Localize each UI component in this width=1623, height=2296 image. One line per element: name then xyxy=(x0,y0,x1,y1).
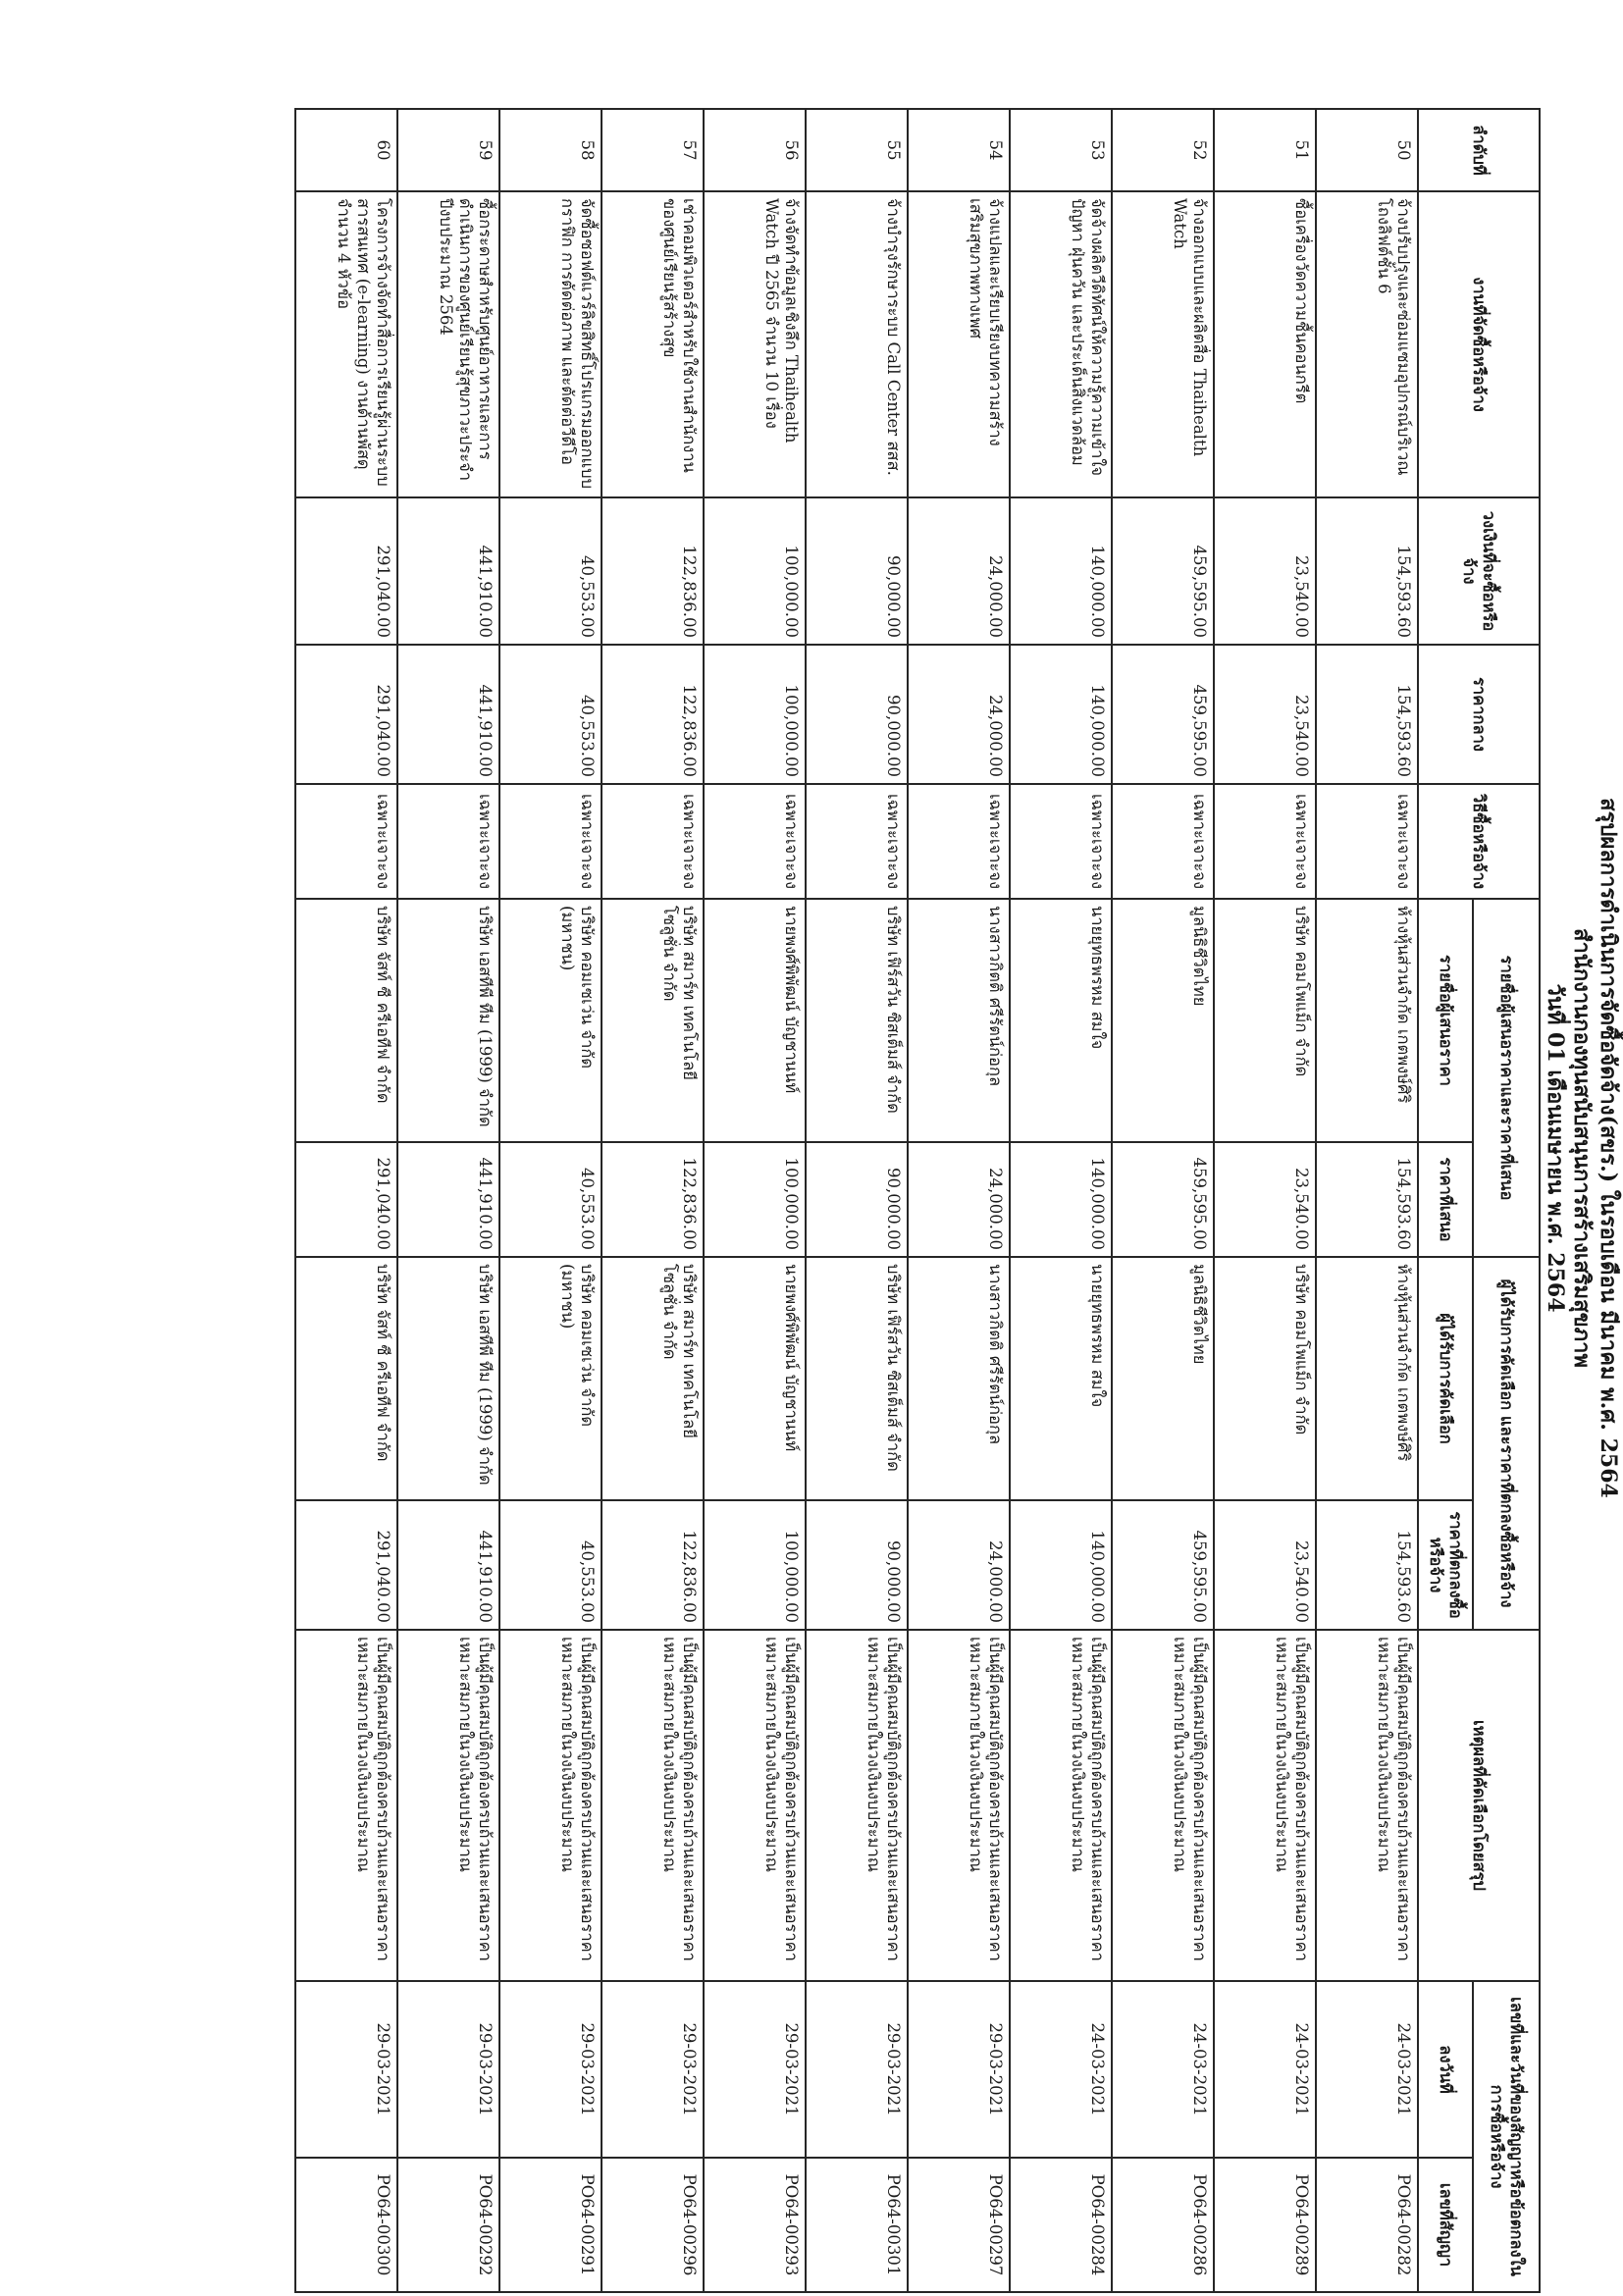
row-method: เฉพาะเจาะจง xyxy=(1214,784,1316,899)
col-method-header: วิธีซื้อหรือจ้าง xyxy=(1418,784,1540,899)
row-offer-name: นายพงศ์พิพัฒน์ บัญชานนท์ xyxy=(704,899,806,1142)
row-contract-no: PO64-00297 xyxy=(908,2158,1010,2292)
row-contract-no: PO64-00293 xyxy=(704,2158,806,2292)
report-header xyxy=(1542,0,1621,2296)
row-budget: 23,540.00 xyxy=(1214,497,1316,645)
table-row xyxy=(1112,109,1214,2292)
row-selected-name: ห้างหุ้นส่วนจำกัด เกตพงษ์ศิริ xyxy=(1316,1257,1418,1500)
row-agreed-price: 90,000.00 xyxy=(806,1500,908,1630)
row-contract-no: PO64-00296 xyxy=(602,2158,704,2292)
row-agreed-price: 100,000.00 xyxy=(704,1500,806,1630)
row-contract-date: 24-03-2021 xyxy=(1214,1981,1316,2158)
row-work: โครงการจ้างจัดทำสื่อการเรียนรู้ผ่านระบบสารสนเทศ (e-learning) งานด้านพัสดุ จำนวน 4 หัวข้อ xyxy=(295,191,397,497)
row-offer-name: บริษัท เอสทีพี ทีม (1999) จำกัด xyxy=(397,899,499,1142)
row-budget: 140,000.00 xyxy=(1010,497,1112,645)
row-budget: 122,836.00 xyxy=(602,497,704,645)
row-selected-name: บริษัท จัสท์ ซี ครีเอทีฟ จำกัด xyxy=(295,1257,397,1500)
procurement-table xyxy=(294,108,1541,2293)
row-no: 57 xyxy=(602,109,704,191)
row-reason: เป็นผู้มีคุณสมบัติถูกต้องครบถ้วนและเสนอราคาเหมาะสมภายในวงเงินงบประมาณ xyxy=(806,1630,908,1981)
row-agreed-price: 24,000.00 xyxy=(908,1500,1010,1630)
row-contract-no: PO64-00292 xyxy=(397,2158,499,2292)
row-budget: 291,040.00 xyxy=(295,497,397,645)
row-selected-name: บริษัท คอมเซเว่น จำกัด (มหาชน) xyxy=(499,1257,602,1500)
row-offer-price: 291,040.00 xyxy=(295,1142,397,1257)
row-no: 55 xyxy=(806,109,908,191)
row-method: เฉพาะเจาะจง xyxy=(1316,784,1418,899)
row-offer-name: ห้างหุ้นส่วนจำกัด เกตพงษ์ศิริ xyxy=(1316,899,1418,1142)
row-no: 58 xyxy=(499,109,602,191)
row-budget: 40,553.00 xyxy=(499,497,602,645)
table-row xyxy=(602,109,704,2292)
row-selected-name: นายยุทธพรหม สมใจ xyxy=(1010,1257,1112,1500)
row-reason: เป็นผู้มีคุณสมบัติถูกต้องครบถ้วนและเสนอราคาเหมาะสมภายในวงเงินงบประมาณ xyxy=(908,1630,1010,1981)
row-selected-name: นางสาวกิตติ ศรีรัตน์ก่อกุล xyxy=(908,1257,1010,1500)
col-reason-header: เหตุผลที่คัดเลือกโดยสรุป xyxy=(1418,1630,1540,1981)
row-offer-name: บริษัท คอมโพแม็ก จำกัด xyxy=(1214,899,1316,1142)
col-median-header: ราคากลาง xyxy=(1418,645,1540,784)
col-budget-header: วงเงินที่จะซื้อหรือจ้าง xyxy=(1418,497,1540,645)
row-method: เฉพาะเจาะจง xyxy=(295,784,397,899)
row-reason: เป็นผู้มีคุณสมบัติถูกต้องครบถ้วนและเสนอราคาเหมาะสมภายในวงเงินงบประมาณ xyxy=(1316,1630,1418,1981)
row-offer-name: บริษัท สมาร์ท เทคโนโลยี โซลูชั่น จำกัด xyxy=(602,899,704,1142)
row-offer-name: บริษัท เฟิร์สวัน ซิสเต็มส์ จำกัด xyxy=(806,899,908,1142)
row-offer-price: 100,000.00 xyxy=(704,1142,806,1257)
col-contract-group-header: เลขที่และวันที่ของสัญญาหรือข้อตกลงในการซื้อหรือจ้าง xyxy=(1473,1981,1540,2292)
row-selected-name: บริษัท เฟิร์สวัน ซิสเต็มส์ จำกัด xyxy=(806,1257,908,1500)
row-method: เฉพาะเจาะจง xyxy=(397,784,499,899)
row-no: 50 xyxy=(1316,109,1418,191)
row-offer-name: มูลนิธิชีวิตไทย xyxy=(1112,899,1214,1142)
row-contract-date: 29-03-2021 xyxy=(602,1981,704,2158)
row-budget: 100,000.00 xyxy=(704,497,806,645)
table-row xyxy=(1214,109,1316,2292)
row-offer-name: นายยุทธพรหม สมใจ xyxy=(1010,899,1112,1142)
row-budget: 459,595.00 xyxy=(1112,497,1214,645)
row-budget: 441,910.00 xyxy=(397,497,499,645)
row-method: เฉพาะเจาะจง xyxy=(908,784,1010,899)
row-selected-name: บริษัท คอมโพแม็ก จำกัด xyxy=(1214,1257,1316,1500)
row-median: 154,593.60 xyxy=(1316,645,1418,784)
row-work: ซื้อกระดาษสำหรับศูนย์อาหารและการดำเนินการของศูนย์เรียนรู้สุขภาวะประจำปีงบประมาณ 2564 xyxy=(397,191,499,497)
row-contract-date: 29-03-2021 xyxy=(704,1981,806,2158)
row-no: 53 xyxy=(1010,109,1112,191)
row-median: 459,595.00 xyxy=(1112,645,1214,784)
row-work: จัดซื้อซอฟต์แวร์ลิขสิทธิ์โปรแกรมออกแบบกราฟิก การตัดต่อภาพ และตัดต่อวีดีโอ xyxy=(499,191,602,497)
row-no: 60 xyxy=(295,109,397,191)
row-agreed-price: 154,593.60 xyxy=(1316,1500,1418,1630)
table-row xyxy=(499,109,602,2292)
row-median: 23,540.00 xyxy=(1214,645,1316,784)
table-row xyxy=(1316,109,1418,2292)
row-contract-no: PO64-00300 xyxy=(295,2158,397,2292)
row-contract-date: 29-03-2021 xyxy=(295,1981,397,2158)
row-offer-price: 459,595.00 xyxy=(1112,1142,1214,1257)
row-contract-no: PO64-00289 xyxy=(1214,2158,1316,2292)
report-agency: สำนักงานกองทุนสนับสนุนการสร้างเสริมสุขภาพ xyxy=(1569,928,1595,1368)
col-offers-group-header: รายชื่อผู้เสนอราคาและราคาที่เสนอ xyxy=(1473,899,1540,1257)
row-reason: เป็นผู้มีคุณสมบัติถูกต้องครบถ้วนและเสนอราคาเหมาะสมภายในวงเงินงบประมาณ xyxy=(499,1630,602,1981)
row-offer-price: 154,593.60 xyxy=(1316,1142,1418,1257)
col-selected-name-header: ผู้ได้รับการคัดเลือก xyxy=(1418,1257,1473,1500)
row-no: 59 xyxy=(397,109,499,191)
row-no: 54 xyxy=(908,109,1010,191)
row-no: 56 xyxy=(704,109,806,191)
row-work: จ้างปรับปรุงและซ่อมแซมอุปกรณ์บริเวณโถงลิฟต์ชั้น 6 xyxy=(1316,191,1418,497)
table-row xyxy=(806,109,908,2292)
row-no: 51 xyxy=(1214,109,1316,191)
col-selected-group-header: ผู้ได้รับการคัดเลือก และราคาที่ตกลงซื้อหรือจ้าง xyxy=(1473,1257,1540,1630)
row-reason: เป็นผู้มีคุณสมบัติถูกต้องครบถ้วนและเสนอราคาเหมาะสมภายในวงเงินงบประมาณ xyxy=(602,1630,704,1981)
row-work: เช่าคอมพิวเตอร์สำหรับใช้งานสำนักงานของศูนย์เรียนรู้สร้างสุข xyxy=(602,191,704,497)
row-offer-name: นางสาวกิตติ ศรีรัตน์ก่อกุล xyxy=(908,899,1010,1142)
table-body xyxy=(295,109,1418,2292)
row-offer-price: 24,000.00 xyxy=(908,1142,1010,1257)
table-row xyxy=(704,109,806,2292)
row-contract-no: PO64-00291 xyxy=(499,2158,602,2292)
row-offer-price: 90,000.00 xyxy=(806,1142,908,1257)
row-agreed-price: 23,540.00 xyxy=(1214,1500,1316,1630)
row-selected-name: มูลนิธิชีวิตไทย xyxy=(1112,1257,1214,1500)
row-contract-date: 29-03-2021 xyxy=(806,1981,908,2158)
row-offer-price: 122,836.00 xyxy=(602,1142,704,1257)
col-offer-price-header: ราคาที่เสนอ xyxy=(1418,1142,1473,1257)
row-reason: เป็นผู้มีคุณสมบัติถูกต้องครบถ้วนและเสนอราคาเหมาะสมภายในวงเงินงบประมาณ xyxy=(1010,1630,1112,1981)
table-row xyxy=(295,109,397,2292)
row-method: เฉพาะเจาะจง xyxy=(1010,784,1112,899)
table-row xyxy=(908,109,1010,2292)
row-method: เฉพาะเจาะจง xyxy=(806,784,908,899)
row-median: 24,000.00 xyxy=(908,645,1010,784)
row-offer-price: 23,540.00 xyxy=(1214,1142,1316,1257)
col-contract-no-header: เลขที่สัญญา xyxy=(1418,2158,1473,2292)
row-work: จ้างจัดทำข้อมูลเชิงลึก Thaihealth Watch ปี 2565 จำนวน 10 เรื่อง xyxy=(704,191,806,497)
row-offer-price: 140,000.00 xyxy=(1010,1142,1112,1257)
row-contract-date: 29-03-2021 xyxy=(397,1981,499,2158)
report-title: สรุปผลการดำเนินการจัดซื้อจัดจ้าง(สขร.) ในรอบเดือน มีนาคม พ.ศ. 2564 xyxy=(1596,798,1621,1498)
row-contract-no: PO64-00284 xyxy=(1010,2158,1112,2292)
row-contract-no: PO64-00282 xyxy=(1316,2158,1418,2292)
row-reason: เป็นผู้มีคุณสมบัติถูกต้องครบถ้วนและเสนอราคาเหมาะสมภายในวงเงินงบประมาณ xyxy=(1214,1630,1316,1981)
row-agreed-price: 459,595.00 xyxy=(1112,1500,1214,1630)
row-work: จ้างออกแบบและผลิตสื่อ Thaihealth Watch xyxy=(1112,191,1214,497)
row-contract-no: PO64-00286 xyxy=(1112,2158,1214,2292)
row-offer-name: บริษัท คอมเซเว่น จำกัด (มหาชน) xyxy=(499,899,602,1142)
row-budget: 24,000.00 xyxy=(908,497,1010,645)
row-median: 140,000.00 xyxy=(1010,645,1112,784)
row-reason: เป็นผู้มีคุณสมบัติถูกต้องครบถ้วนและเสนอราคาเหมาะสมภายในวงเงินงบประมาณ xyxy=(295,1630,397,1981)
row-contract-date: 29-03-2021 xyxy=(499,1981,602,2158)
row-budget: 154,593.60 xyxy=(1316,497,1418,645)
row-method: เฉพาะเจาะจง xyxy=(499,784,602,899)
row-method: เฉพาะเจาะจง xyxy=(1112,784,1214,899)
col-contract-date-header: ลงวันที่ xyxy=(1418,1981,1473,2158)
row-offer-price: 441,910.00 xyxy=(397,1142,499,1257)
row-work: จ้างบำรุงรักษาระบบ Call Center สสส. xyxy=(806,191,908,497)
row-selected-name: นายพงศ์พิพัฒน์ บัญชานนท์ xyxy=(704,1257,806,1500)
row-contract-date: 24-03-2021 xyxy=(1112,1981,1214,2158)
table-head xyxy=(1418,109,1540,2292)
row-reason: เป็นผู้มีคุณสมบัติถูกต้องครบถ้วนและเสนอราคาเหมาะสมภายในวงเงินงบประมาณ xyxy=(704,1630,806,1981)
row-offer-name: บริษัท จัสท์ ซี ครีเอทีฟ จำกัด xyxy=(295,899,397,1142)
row-method: เฉพาะเจาะจง xyxy=(704,784,806,899)
col-work-header: งานที่จัดซื้อหรือจ้าง xyxy=(1418,191,1540,497)
row-median: 40,553.00 xyxy=(499,645,602,784)
row-reason: เป็นผู้มีคุณสมบัติถูกต้องครบถ้วนและเสนอราคาเหมาะสมภายในวงเงินงบประมาณ xyxy=(1112,1630,1214,1981)
row-median: 122,836.00 xyxy=(602,645,704,784)
table-row xyxy=(397,109,499,2292)
col-agreed-price-header: ราคาที่ตกลงซื้อหรือจ้าง xyxy=(1418,1500,1473,1630)
row-median: 100,000.00 xyxy=(704,645,806,784)
row-work: ซื้อเครื่องวัดความชื้นคอนกรีต xyxy=(1214,191,1316,497)
row-agreed-price: 441,910.00 xyxy=(397,1500,499,1630)
row-selected-name: บริษัท สมาร์ท เทคโนโลยี โซลูชั่น จำกัด xyxy=(602,1257,704,1500)
row-no: 52 xyxy=(1112,109,1214,191)
row-offer-price: 40,553.00 xyxy=(499,1142,602,1257)
row-median: 441,910.00 xyxy=(397,645,499,784)
table-row xyxy=(1010,109,1112,2292)
row-contract-no: PO64-00301 xyxy=(806,2158,908,2292)
report-date: วันที่ 01 เดือนเมษายน พ.ศ. 2564 xyxy=(1543,983,1568,1313)
row-contract-date: 24-03-2021 xyxy=(1316,1981,1418,2158)
row-selected-name: บริษัท เอสทีพี ทีม (1999) จำกัด xyxy=(397,1257,499,1500)
row-agreed-price: 122,836.00 xyxy=(602,1500,704,1630)
row-median: 291,040.00 xyxy=(295,645,397,784)
row-budget: 90,000.00 xyxy=(806,497,908,645)
row-agreed-price: 140,000.00 xyxy=(1010,1500,1112,1630)
row-work: จ้างแปลและเรียบเรียงบทความสร้างเสริมสุขภาพทางเพศ xyxy=(908,191,1010,497)
col-offer-names-header: รายชื่อผู้เสนอราคา xyxy=(1418,899,1473,1142)
row-agreed-price: 40,553.00 xyxy=(499,1500,602,1630)
row-contract-date: 29-03-2021 xyxy=(908,1981,1010,2158)
row-contract-date: 24-03-2021 xyxy=(1010,1981,1112,2158)
row-median: 90,000.00 xyxy=(806,645,908,784)
row-reason: เป็นผู้มีคุณสมบัติถูกต้องครบถ้วนและเสนอราคาเหมาะสมภายในวงเงินงบประมาณ xyxy=(397,1630,499,1981)
col-no-header: ลำดับที่ xyxy=(1418,109,1540,191)
row-agreed-price: 291,040.00 xyxy=(295,1500,397,1630)
row-work: จัดจ้างผลิตวีดิทัศน์ให้ความรู้ความเข้าใจปัญหา ฝุ่นควัน และประเด็นสิ่งแวดล้อม xyxy=(1010,191,1112,497)
row-method: เฉพาะเจาะจง xyxy=(602,784,704,899)
